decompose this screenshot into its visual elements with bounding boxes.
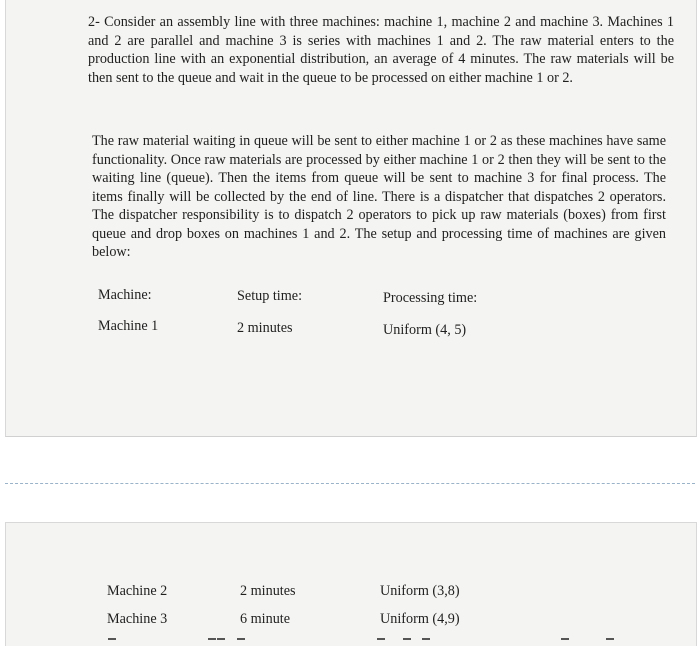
row-machine-3-setup: 6 minute: [240, 611, 291, 627]
question-paragraph-1: 2- Consider an assembly line with three machines: machine 1, machine 2 and machine 3. Machines 1 and 2 are parallel and machine 3 is series with machines 1 and 2. The raw material enters to the production line with an exponential distribution, an average of 4 minutes. The raw materials will be then sent to the queue and wait in the queue to be processed on either machine 1 or 2.: [88, 14, 674, 86]
header-setup-time: Setup time:: [237, 288, 303, 304]
page-gap: [5, 437, 695, 522]
row-machine-1-processing: Uniform (4, 5): [383, 322, 467, 338]
header-machine: Machine:: [98, 287, 152, 303]
cut-off-text-fragment: [5, 638, 695, 645]
row-machine-3-processing: Uniform (4,9): [380, 611, 460, 627]
row-machine-2-processing: Uniform (3,8): [380, 583, 460, 599]
question-paragraph-2: The raw material waiting in queue will be sent to either machine 1 or 2 as these machines have same functionality. Once raw materials are processed by either machine 1 or 2 then they will be sent to the waiting line (queue). Then the items from queue will be sent to machine 3 for final process. The items finally will be collected by the end of line. There is a dispatcher that dispatches 2 operators. The dispatcher responsibility is to dispatch 2 operators to pick up raw materials (boxes) from first queue and drop boxes on machines 1 and 2. The setup and processing time of machines are given below:: [92, 133, 666, 260]
row-machine-2-setup: 2 minutes: [240, 583, 296, 599]
row-machine-1-name: Machine 1: [98, 318, 159, 334]
row-machine-2-name: Machine 2: [107, 583, 168, 599]
header-processing-time: Processing time:: [383, 290, 478, 306]
row-machine-1-setup: 2 minutes: [237, 320, 293, 336]
row-machine-3-name: Machine 3: [107, 611, 168, 627]
page-break-divider: [5, 483, 695, 484]
